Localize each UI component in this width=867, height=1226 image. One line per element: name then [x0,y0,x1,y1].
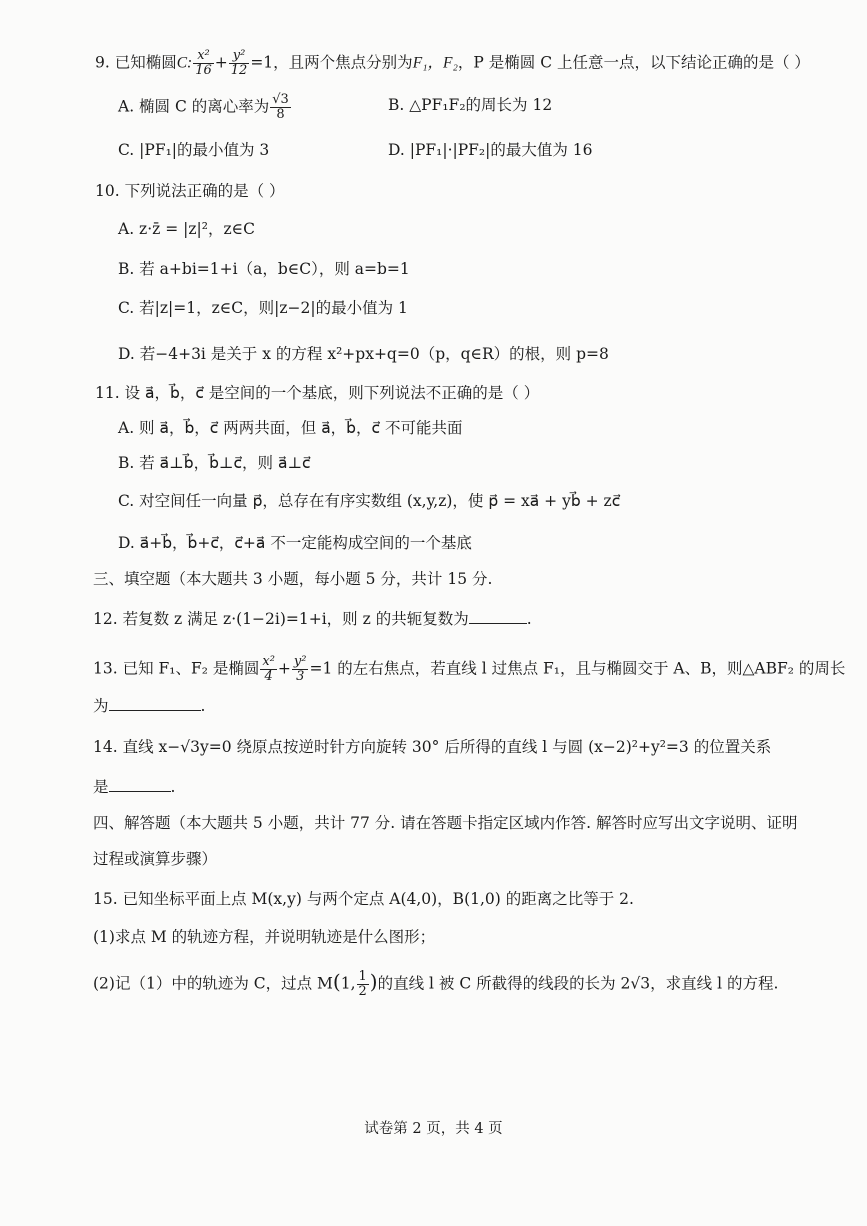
q13-answer-blank [109,696,201,711]
q12-answer-blank [469,609,527,624]
q15-stem: 15. 已知坐标平面上点 M(x,y) 与两个定点 A(4,0)，B(1,0) 的距离之比等于 2. [93,890,634,908]
q10-stem: 10. 下列说法正确的是（ ） [95,182,285,200]
section-answer-heading-cont: 过程或演算步骤） [93,850,218,868]
q11-stem: 11. 设 a⃗，b⃗，c⃗ 是空间的一个基底，则下列说法不正确的是（ ） [95,384,540,402]
q14-answer-blank [109,777,171,792]
q10-option-d: D. 若−4+3i 是关于 x 的方程 x²+px+q=0（p，q∈R）的根，则 p=8 [118,345,609,363]
q10-option-b: B. 若 a+bi=1+i（a，b∈C），则 a=b=1 [118,260,410,278]
q9-stem: 9. 已知椭圆C: $\frac{\text{x²}}{16}$ + $\frac{\text{y²}}{12}$ =1，且两个焦点分别为F₁，F₂，P 是椭圆 C 上任意一点，以下结论正确的是（ ） [95,48,810,78]
q12-text: 12. 若复数 z 满足 z·(1−2i)=1+i，则 z 的共轭复数为 . [93,610,532,628]
page-footer: 试卷第 2 页，共 4 页 [364,1121,503,1137]
q13-text: 13. 已知 F₁、F₂ 是椭圆 $\frac{\text{x²}}{4}$ + $\frac{\text{y²}}{3}$ =1 的左右焦点，若直线 l 过焦点 F₁，且与椭圆交于 A、B，则△ABF₂ 的周长 [93,654,846,684]
section-fill-in-heading: 三、填空题（本大题共 3 小题，每小题 5 分，共计 15 分. [93,570,493,588]
q15-part2: (2)记（1）中的轨迹为 C，过点 M(1, $\frac{1}{2}$ )的直线 l 被 C 所截得的线段的长为 2√3，求直线 l 的方程. [93,969,779,999]
q14-text: 14. 直线 x−√3y=0 绕原点按逆时针方向旋转 30° 后所得的直线 l 与圆 (x−2)²+y²=3 的位置关系 [93,738,772,756]
q10-option-a: A. z·z̄ = |z|²，z∈C [118,220,255,238]
q14-continuation: 是 . [93,778,176,796]
q13-continuation: 为 . [93,697,206,715]
q11-option-d: D. a⃗+b⃗，b⃗+c⃗，c⃗+a⃗ 不一定能构成空间的一个基底 [118,534,472,552]
q9-option-a: A. 椭圆 C 的离心率为 $\frac{√3}{8}$ [118,92,289,122]
q9-option-c: C. |PF₁|的最小值为 3 [118,141,270,159]
q11-option-b: B. 若 a⃗⊥b⃗，b⃗⊥c⃗，则 a⃗⊥c⃗ [118,454,311,472]
q11-option-a: A. 则 a⃗，b⃗，c⃗ 两两共面，但 a⃗，b⃗，c⃗ 不可能共面 [118,419,463,437]
q9-option-d: D. |PF₁|·|PF₂|的最大值为 16 [388,141,593,159]
q15-part1: (1)求点 M 的轨迹方程，并说明轨迹是什么图形； [93,928,436,946]
q10-option-c: C. 若|z|=1，z∈C，则|z−2|的最小值为 1 [118,299,408,317]
section-answer-heading: 四、解答题（本大题共 5 小题，共计 77 分. 请在答题卡指定区域内作答. 解答时应写出文字说明、证明 [93,814,798,832]
q11-option-c: C. 对空间任一向量 p⃗，总存在有序实数组 (x,y,z)，使 p⃗ = xa⃗ + yb⃗ + zc⃗ [118,492,621,510]
q9-option-b: B. △PF₁F₂的周长为 12 [388,96,553,114]
